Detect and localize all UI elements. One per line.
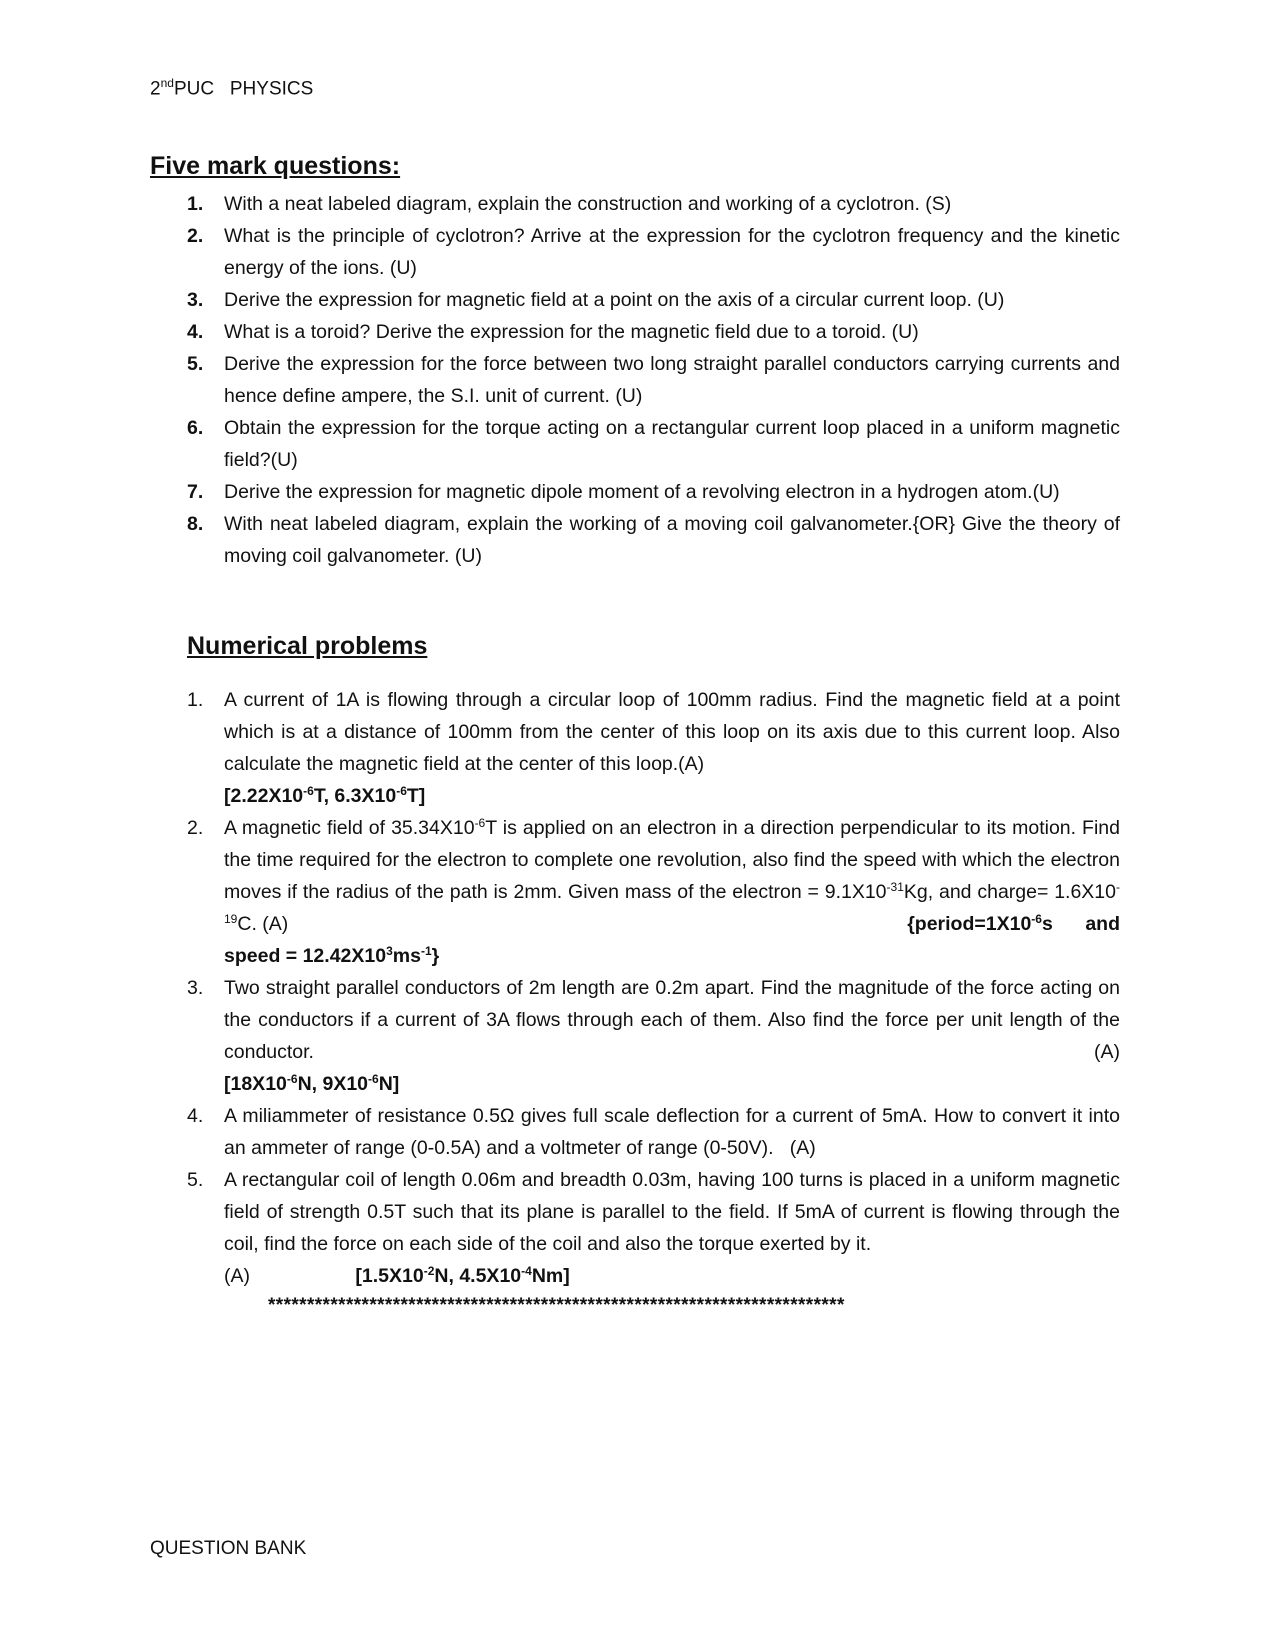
list-item	[187, 220, 1120, 284]
problem-item	[187, 1164, 1120, 1292]
answer-part: N, 4.5X10	[434, 1265, 522, 1287]
list-item	[187, 412, 1120, 476]
problem-text: A miliammeter of resistance 0.5Ω gives full scale deflection for a current of 5mA. How to convert it into an ammeter of range (0-0.5A) and a voltmeter of range (0-50V). (A)	[224, 1105, 1126, 1159]
item-number: 4.	[187, 321, 204, 343]
item-number: 1.	[187, 689, 204, 711]
problem-text: C. (A)	[237, 913, 289, 935]
item-number: 5.	[187, 1169, 204, 1191]
item-text: With a neat labeled diagram, explain the construction and working of a cyclotron. (S)	[224, 193, 952, 215]
text-exponent: -19	[224, 880, 1120, 926]
problem-item	[187, 812, 1120, 972]
five-mark-heading: Five mark questions:	[150, 152, 401, 180]
numerical-list	[187, 684, 1126, 1292]
item-number: 3.	[187, 977, 204, 999]
page-footer: QUESTION BANK	[150, 1538, 307, 1559]
problem-text: A rectangular coil of length 0.06m and breadth 0.03m, having 100 turns is placed in a uniform magnetic field of strength 0.5T such that its plane is parallel to the field. If 5mA of current is flowing through the coil, find the force on each side of the coil and also the torque exerted by it.	[224, 1169, 1120, 1255]
end-separator: **************************************************************************	[268, 1295, 845, 1316]
item-number: 5.	[187, 353, 204, 375]
header-sup: nd	[160, 76, 174, 90]
item-number: 1.	[187, 193, 204, 215]
answer-exponent: -4	[521, 1264, 532, 1278]
item-text: What is a toroid? Derive the expression for the magnetic field due to a toroid. (U)	[224, 321, 919, 343]
problem-text: T is applied on an electron in a direction perpendicular to its motion. Find the time required for the electron to complete one revolution, also find the speed with which the electron moves if the radius of the path is 2mm. Given mass of the electron = 9.1X10	[224, 817, 1120, 903]
problem-item	[187, 1100, 1126, 1164]
list-item	[187, 188, 1120, 220]
item-text: What is the principle of cyclotron? Arrive at the expression for the cyclotron frequency and the kinetic energy of the ions. (U)	[224, 225, 1120, 279]
answer-part: ms	[392, 945, 421, 967]
list-item	[187, 476, 1120, 508]
answer-exponent: 3	[386, 944, 393, 958]
item-number: 6.	[187, 417, 204, 439]
item-text: Derive the expression for magnetic dipole moment of a revolving electron in a hydrogen atom.(U)	[224, 481, 1060, 503]
item-number: 8.	[187, 513, 204, 535]
answer-part: N, 9X10	[297, 1073, 369, 1095]
problem-item	[187, 972, 1120, 1100]
text-exponent: -6	[474, 816, 486, 830]
answer-part: [2.22X10	[224, 785, 304, 807]
problem-answer-cont	[224, 945, 439, 967]
answer-part: [1.5X10	[355, 1265, 424, 1287]
answer-part: {period=1X10	[907, 913, 1032, 935]
answer-part: }	[431, 945, 440, 967]
problem-answer	[355, 1265, 569, 1287]
list-item	[187, 348, 1120, 412]
ability-tag: (A)	[1094, 1041, 1120, 1063]
problem-item	[187, 684, 1120, 812]
ability-tag: (A)	[224, 1265, 250, 1287]
five-mark-list	[187, 188, 1120, 572]
item-text: Obtain the expression for the torque acting on a rectangular current loop placed in a uniform magnetic field?(U)	[224, 417, 1120, 471]
answer-exponent: -6	[303, 784, 314, 798]
answer-exponent: -1	[420, 944, 432, 958]
problem-text: A current of 1A is flowing through a circular loop of 100mm radius. Find the magnetic field at a point which is at a distance of 100mm from the center of this loop on its axis due to this current loop. Also calculate the magnetic field at the center of this loop.(A)	[224, 689, 1120, 775]
item-number: 2.	[187, 817, 204, 839]
answer-exponent: -2	[423, 1264, 435, 1278]
header-pre: 2	[150, 78, 161, 100]
list-item	[187, 316, 1120, 348]
problem-text: A magnetic field of 35.34X10	[224, 817, 475, 839]
list-item	[187, 284, 1120, 316]
answer-part: [18X10	[224, 1073, 287, 1095]
header-post: PUC PHYSICS	[173, 78, 314, 100]
page-header	[150, 76, 313, 100]
text-exponent: -31	[886, 880, 904, 894]
item-number: 2.	[187, 225, 204, 247]
problem-answer	[907, 908, 1120, 940]
problem-answer	[224, 1073, 399, 1095]
answer-exponent: -6	[396, 784, 407, 798]
answer-part: s and	[1041, 913, 1120, 935]
problem-text: Two straight parallel conductors of 2m length are 0.2m apart. Find the magnitude of the force acting on the conductors if a current of 3A flows through each of them. Also find the force per unit length of the conductor.	[224, 977, 1120, 1063]
item-text: With neat labeled diagram, explain the working of a moving coil galvanometer.{OR} Give the theory of moving coil galvanometer. (U)	[224, 513, 1120, 567]
answer-part: Nm]	[531, 1265, 570, 1287]
answer-exponent: -6	[1031, 912, 1042, 926]
item-number: 7.	[187, 481, 204, 503]
answer-part: T, 6.3X10	[313, 785, 397, 807]
answer-part: T]	[406, 785, 426, 807]
problem-text: Kg, and charge= 1.6X10	[903, 881, 1116, 903]
answer-part: speed = 12.42X10	[224, 945, 387, 967]
answer-exponent: -6	[368, 1072, 379, 1086]
item-number: 4.	[187, 1105, 204, 1127]
problem-answer	[224, 785, 425, 807]
item-text: Derive the expression for the force between two long straight parallel conductors carrying currents and hence define ampere, the S.I. unit of current. (U)	[224, 353, 1120, 407]
item-number: 3.	[187, 289, 204, 311]
numerical-heading: Numerical problems	[187, 632, 428, 660]
answer-part: N]	[378, 1073, 400, 1095]
answer-exponent: -6	[286, 1072, 298, 1086]
list-item	[187, 508, 1120, 572]
item-text: Derive the expression for magnetic field at a point on the axis of a circular current loop. (U)	[224, 289, 1005, 311]
